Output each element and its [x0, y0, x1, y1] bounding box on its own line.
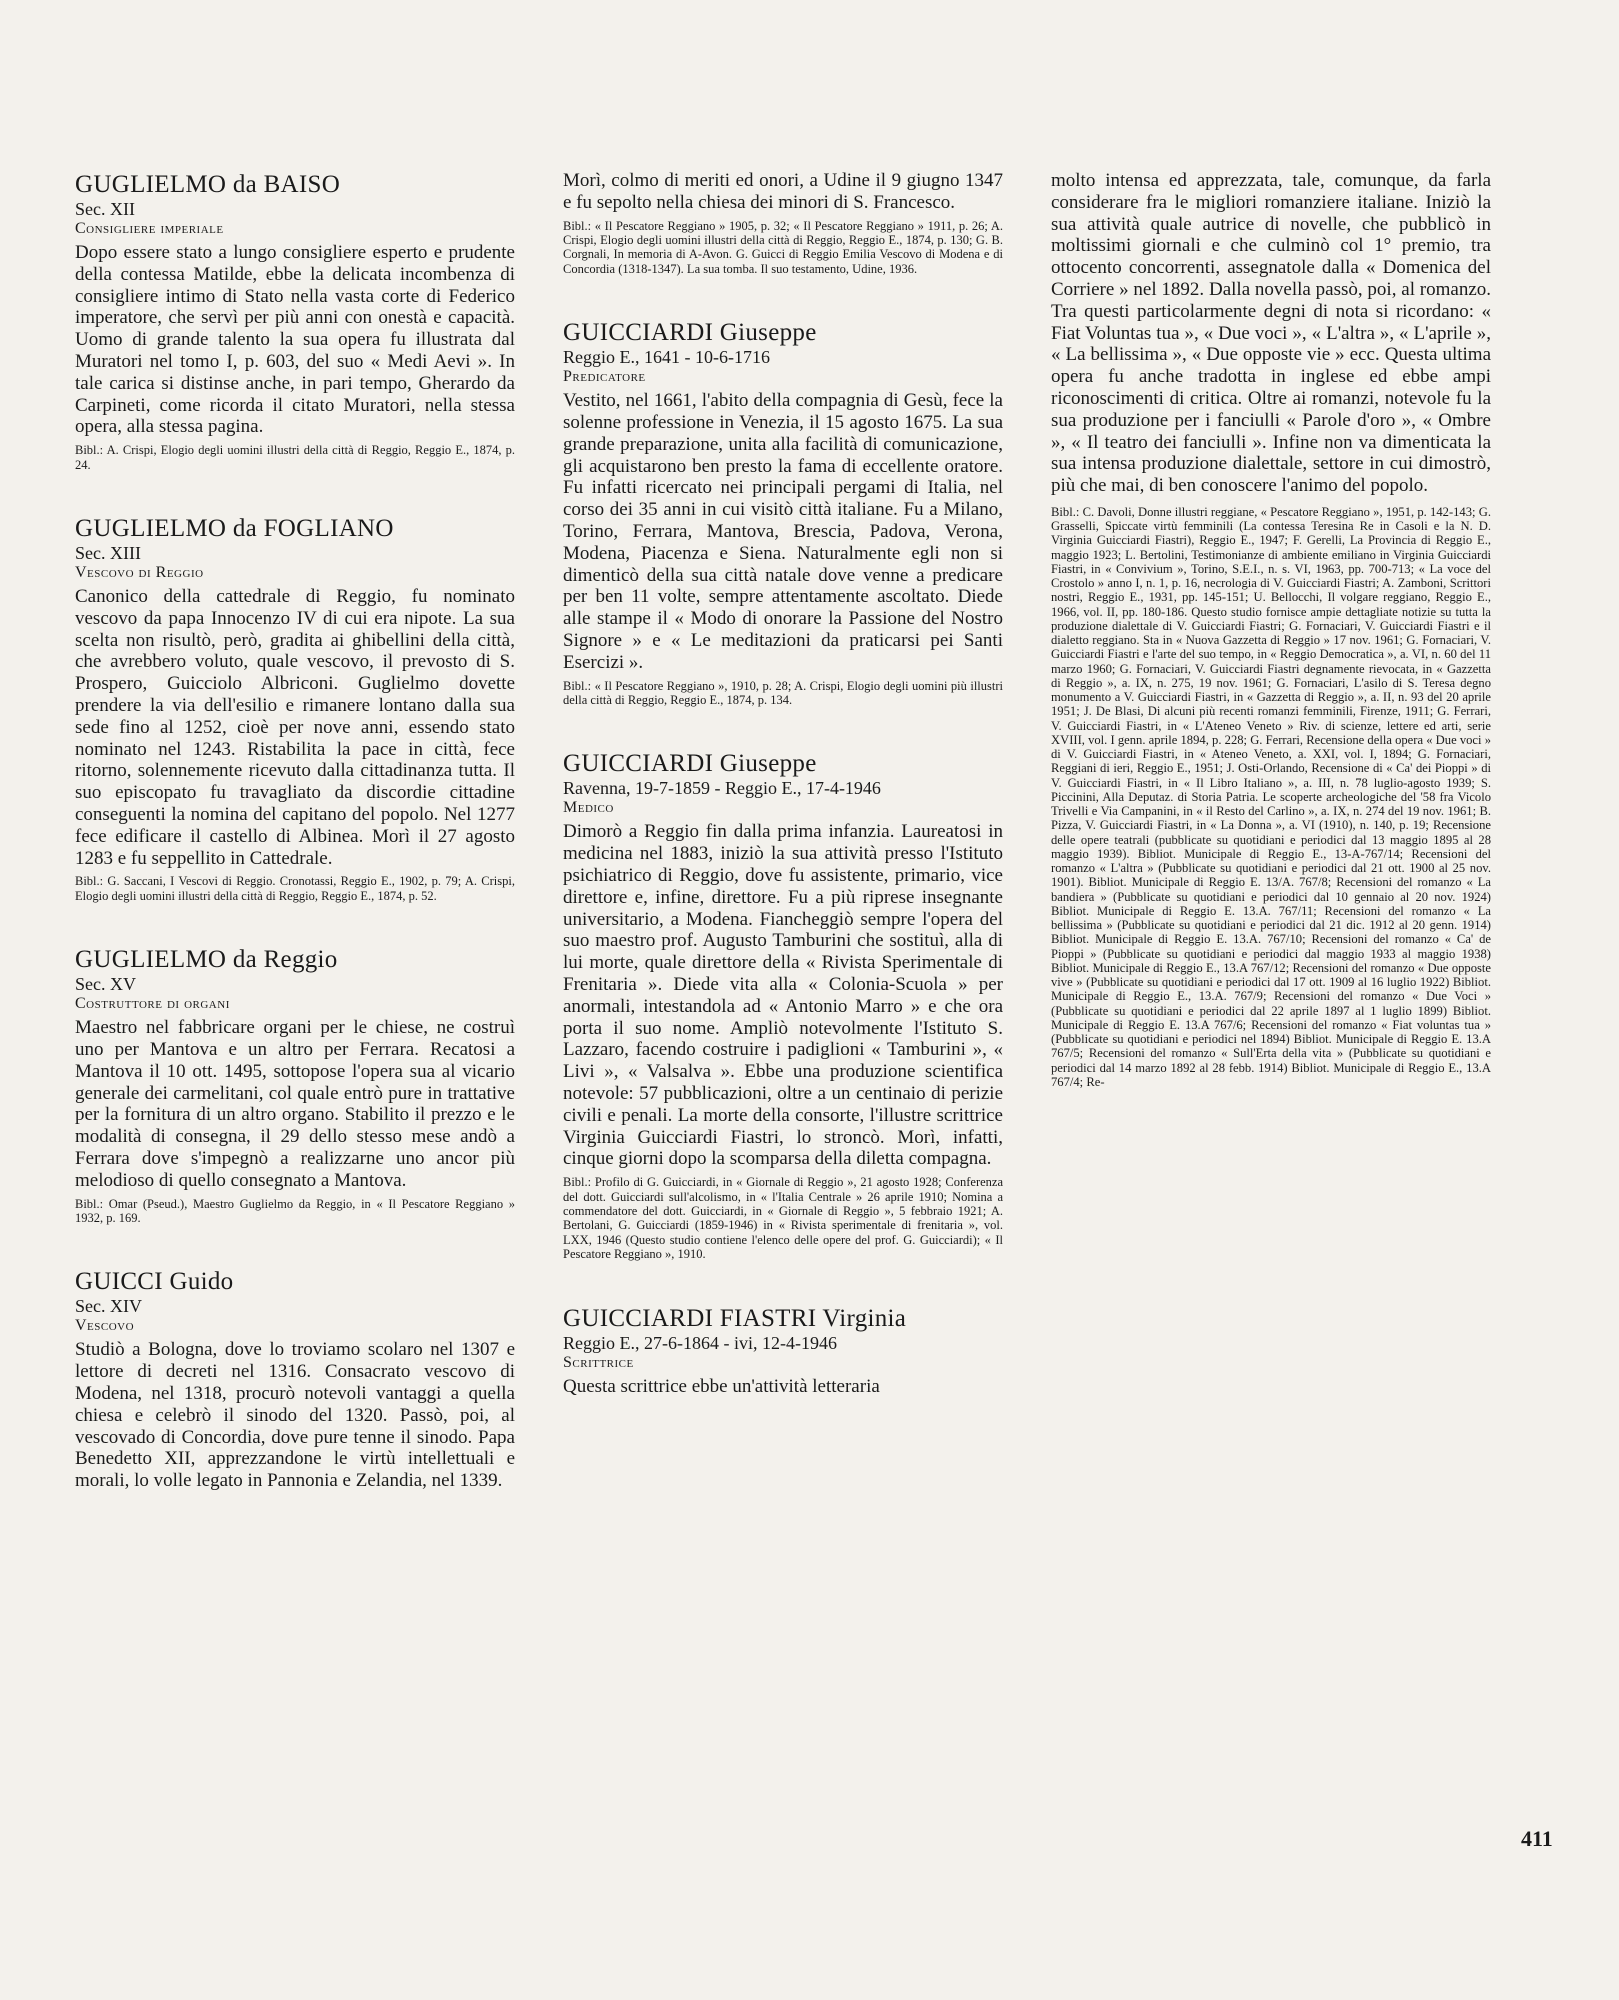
entry-dates: Reggio E., 27-6-1864 - ivi, 12-4-1946: [563, 1332, 837, 1353]
entry-text: Vestito, nel 1661, l'abito della compagnia di Gesù, fece la solenne professione in Venezia, il 15 agosto 1675. La sua grande preparazione, unita alla facilità di comunicazione, gli acquistarono ben presto la fama di eccellente oratore. Fu infatti ricercato nei principali pergami di Italia, nel corso dei 35 anni in cui visitò città italiane. Fu a Milano, Torino, Ferrara, Mantova, Brescia, Padova, Verona, Modena, Piacenza e Siena. Naturalmente egli non si dimenticò della sua città natale dove venne a predicare per ben 11 volte, sempre attentamente ascoltato. Diede alle stampe il « Modo di onorare la Passione del Nostro Signore » e « Le meditazioni da praticarsi pei Santi Esercizi ».: [563, 390, 1003, 673]
entry-role: Costruttore di organi: [75, 995, 230, 1013]
entry-guicciardi-fiastri-continued: [1051, 170, 1491, 1089]
entry-role: Scrittrice: [563, 1353, 634, 1371]
entry-dates: Ravenna, 19-7-1859 - Reggio E., 17-4-1946: [563, 778, 881, 799]
entry-title: GUGLIELMO da FOGLIANO: [75, 514, 394, 542]
entry-guicci-guido-continued: [563, 170, 1003, 276]
entry-text: Dimorò a Reggio fin dalla prima infanzia. Laureatosi in medicina nel 1883, iniziò la sua attività presso l'Istituto psichiatrico di Reggio, dove fu assistente, primario, vice direttore e, infine, direttore. Fu a più riprese insegnante universitario, a Modena. Fiancheggiò sempre l'opera del suo maestro prof. Augusto Tamburini che sostituì, alla di lui morte, quale direttore della « Rivista Sperimentale di Frenitaria ». Diede vita alla « Colonia-Scuola » per anormali, intestandola ad « Antonio Marro » e che ora porta il suo nome. Ampliò notevolmente l'Istituto S. Lazzaro, facendo costruire i padiglioni « Tamburini », « Livi », « Valsalva ». Ebbe una produzione scientifica notevole: 57 pubblicazioni, oltre a un centinaio di perizie civili e penali. La morte della consorte, l'illustre scrittrice Virginia Guicciardi Fiastri, lo stroncò. Morì, infatti, cinque giorni dopo la scomparsa della diletta compagna.: [563, 821, 1003, 1170]
column-2: [563, 170, 1003, 1439]
entry-role: Vescovo di Reggio: [75, 563, 204, 581]
entry-bibliography: Bibl.: « Il Pescatore Reggiano » 1905, p. 32; « Il Pescatore Reggiano » 1911, p. 26; A. Crispi, Elogio degli uomini illustri della città di Reggio, Reggio E., 1874, p. 130; G. B. Corgnali, In memoria di A-Avon. G. Guicci di Reggio Emilia Vescovo di Modena e di Concordia (1318-1347). La sua tomba. Il suo testamento, Udine, 1936.: [563, 218, 1003, 276]
entry-guglielmo-da-reggio: [75, 945, 515, 1225]
entry-guglielmo-da-baiso: [75, 170, 515, 472]
page-number: 411: [1521, 1826, 1553, 1851]
entry-title: GUICCIARDI Giuseppe: [563, 750, 817, 778]
entry-dates: Sec. XIV: [75, 1296, 142, 1317]
entry-bibliography: Bibl.: C. Davoli, Donne illustri reggiane, « Pescatore Reggiano », 1951, p. 142-143; G. Grasselli, Spiccate virtù femminili (La contessa Teresina Re in Casoli e la N. D. Virginia Guicciardi Fiastri), Reggio E., 1947; F. Gerelli, La Provincia di Reggio E., maggio 1923; L. Bertolini, Testimonianze di ambiente emiliano in Virginia Guicciardi Fiastri, in « Convivium », Torino, S.E.I., n. s. VI, 1963, pp. 700-713; « La voce del Crostolo » anno I, n. 1, p. 16, necrologia di V. Guicciardi Fiastri; A. Zamboni, Scrittori nostri, Reggio E., 1931, pp. 145-151; U. Bellocchi, Il volgare reggiano, Reggio E., 1966, vol. II, pp. 180-186. Questo studio fornisce ampie dettagliate notizie su tutta la produzione dialettale di V. Guicciardi Fiastri; G. Fornaciari, V. Guicciardi Fiastri e il dialetto reggiano. Sta in « Nuova Gazzetta di Reggio » 17 nov. 1961; G. Fornaciari, V. Guicciardi Fiastri e l'arte del suo tempo, in « Reggio Democratica », a. VI, n. 60 del 11 marzo 1960; G. Fornaciari, V. Guicciardi Fiastri degnamente rievocata, in « Gazzetta di Reggio », a. IX, n. 275, 19 nov. 1961; G. Fornaciari, L'asilo di S. Teresa degno monumento a V. Guicciardi Fiastri, in « Gazzetta di Reggio », a. II, n. 93 del 20 aprile 1951; J. De Blasi, Di alcuni più recenti romanzi femminili, Firenze, 1911; G. Ferrari, V. Guicciardi Fiastri, in « L'Ateneo Veneto » Riv. di scienze, lettere ed arti, serie XVIII, vol. I genn. aprile 1894, p. 228; G. Ferrari, Recensione della opera « Due voci » di V. Guicciardi Fiastri, in « Ateneo Veneto, a. XXI, vol. I, 1894; G. Fornaciari, Reggiani di ieri, Reggio E., 1951; J. Osti-Orlando, Recensione di « Ca' dei Pioppi » di V. Guicciardi Fiastri, in « Il Libro Italiano », a. III, n. 78 luglio-agosto 1939; S. Piccinini, Alla Deputaz. di Storia Patria. Le scoperte archeologiche del '58 fra Vicolo Trivelli e Via Campanini, in « il Resto del Carlino », a. IX, n. 274 del 19 nov. 1961; B. Pizza, V. Guicciardi Fiastri, in « La Donna », a. VI (1910), n. 140, p. 19; Recensione delle opere teatrali (pubblicate su quotidiani e periodici dal 13 maggio 1895 al 28 maggio 1939). Bibliot. Municipale di Reggio E., 13-A-767/14; Recensioni del romanzo « L'altra » (Pubblicate su quotidiani e periodici dal 21 ott. 1900 al 25 nov. 1901). Bibliot. Municipale di Reggio E. 13/A. 767/8; Recensioni del romanzo « La bandiera » (Pubblicate su quotidiani e periodici dal 10 gennaio al 20 nov. 1924) Bibliot. Municipale di Reggio E. 13.A. 767/11; Recensioni del romanzo « La bellissima » (Pubblicate su quotidiani e periodici dal 21 dic. 1912 al 20 genn. 1914) Bibliot. Municipale di Reggio E. 13.A. 767/10; Recensioni del romanzo « Ca' de Pioppi » (Pubblicate su quotidiani e periodici dal maggio 1933 al maggio 1938) Bibliot. Municipale di Reggio E., 13.A 767/12; Recensioni del romanzo « Due opposte vive » (Pubblicate su quotidiani e periodici dal 17 ott. 1909 al 16 luglio 1922) Bibliot. Municipale di Reggio E., 13.A. 767/9; Recensioni del romanzo « Due Voci » (Pubblicate su quotidiani e periodici dal 22 aprile 1897 al 1 luglio 1899) Bibliot. Municipale di Reggio E. 13.A 767/6; Recensioni del romanzo « Fiat voluntas tua » (Pubblicate su quotidiani e periodici nel 1894) Bibliot. Municipale di Reggio E. 13.A 767/5; Recensioni del romanzo « Sull'Erta della vita » (Pubblicate su quotidiani e periodici dal 14 marzo 1892 al 28 febb. 1914) Bibliot. Municipale di Reggio E., 13.A 767/4; Re-: [1051, 504, 1491, 1089]
entry-title: GUICCIARDI FIASTRI Virginia: [563, 1304, 907, 1332]
entry-bibliography: Bibl.: G. Saccani, I Vescovi di Reggio. Cronotassi, Reggio E., 1902, p. 79; A. Crispi, Elogio degli uomini illustri della città di Reggio, Reggio E., 1874, p. 52.: [75, 874, 515, 903]
entry-role: Vescovo: [75, 1317, 135, 1335]
entry-guglielmo-da-fogliano: [75, 514, 515, 903]
entry-text: Dopo essere stato a lungo consigliere esperto e prudente della contessa Matilde, ebbe la delicata incombenza di consigliere intimo di Stato nella vasta corte di Federico imperatore, che servì per più anni con onestà e capacità. Uomo di grande talento la sua opera fu illustrata dal Muratori nel tomo I, p. 603, del suo « Medi Aevi ». In tale carica si distinse anche, in pari tempo, Gherardo da Carpineti, come ricorda il citato Muratori, nella stessa opera, alla stessa pagina.: [75, 242, 515, 438]
column-3: [1051, 170, 1491, 1131]
entry-guicciardi-giuseppe-medico: [563, 749, 1003, 1261]
entry-role: Medico: [563, 799, 614, 817]
entry-title: GUGLIELMO da BAISO: [75, 171, 341, 198]
entry-text-continued: molto intensa ed apprezzata, tale, comunque, da farla considerare fra le migliori romanziere italiane. Iniziò la sua attività quale autrice di novelle, che pubblicò in moltissimi giornali e che culminò col 1° premio, tra ottocento concorrenti, assegnatole dalla « Domenica del Corriere » nel 1892. Dalla novella passò, poi, al romanzo. Tra questi particolarmente degni di nota si ricordano: « Fiat Voluntas tua », « Due voci », « L'altra », « L'aprile », « La bellissima », « Due opposte vie » ecc. Questa ultima opera fu anche tradotta in inglese ed ebbe ampi riconoscimenti di critica. Oltre ai romanzi, notevole fu la sua produzione per i fanciulli « Parole d'oro », « Ombre », « Il teatro dei fanciulli ». Infine non va dimenticata la sua intensa produzione dialettale, settore in cui dimostrò, più che mai, di ben conoscere l'animo del popolo.: [1051, 170, 1491, 497]
entry-bibliography: Bibl.: Profilo di G. Guicciardi, in « Giornale di Reggio », 21 agosto 1928; Conferenza del dott. Guicciardi sull'alcolismo, in « l'Italia Centrale » 26 aprile 1910; Nomina a commendatore del dott. Guicciardi, in « Giornale di Reggio », 5 febbraio 1921; A. Bertolani, G. Guicciardi (1859-1946) in « Rivista sperimentale di frenitaria », vol. LXX, 1946 (Questo studio contiene l'elenco delle opere del prof. G. Guicciardi); « Il Pescatore Reggiano », 1910.: [563, 1175, 1003, 1262]
entry-guicci-guido: [75, 1267, 515, 1492]
entry-title: GUICCIARDI Giuseppe: [563, 319, 817, 347]
entry-role: Predicatore: [563, 368, 646, 386]
entry-dates: Sec. XIII: [75, 542, 141, 563]
entry-text: Questa scrittrice ebbe un'attività letteraria: [563, 1375, 880, 1397]
entry-text: Maestro nel fabbricare organi per le chiese, ne costruì uno per Mantova e un altro per Ferrara. Recatosi a Mantova il 10 ott. 1495, sottopose l'opera sua al vicario generale dei carmelitani, col quale entrò pure in trattative per la fornitura di un altro organo. Stabilito il prezzo e le modalità di consegna, il 29 dello stesso mese andò a Ferrara dove s'impegnò a realizzarne uno ancor più melodioso di quello consegnato a Mantova.: [75, 1017, 515, 1191]
entry-dates: Sec. XII: [75, 199, 135, 219]
entry-guicciardi-giuseppe-predicatore: [563, 318, 1003, 707]
entry-guicciardi-fiastri-virginia: [563, 1304, 1003, 1398]
entry-title: GUICCI Guido: [75, 1268, 234, 1296]
entry-text-continued: Morì, colmo di meriti ed onori, a Udine il 9 giugno 1347 e fu sepolto nella chiesa dei minori di S. Francesco.: [563, 170, 1003, 213]
entry-text: Studiò a Bologna, dove lo troviamo scolaro nel 1307 e lettore di decreti nel 1316. Consacrato vescovo di Modena, nel 1318, procurò notevoli vantaggi a quella chiesa e celebrò il sinodo del 1320. Passò, poi, al vescovado di Concordia, dove pure tenne il sinodo. Papa Benedetto XII, apprezzandone le virtù intellettuali e morali, lo volle legato in Pannonia e Zelandia, nel 1339.: [75, 1339, 515, 1492]
column-1: [75, 170, 515, 1534]
entry-dates: Reggio E., 1641 - 10-6-1716: [563, 347, 770, 368]
entry-title: GUGLIELMO da Reggio: [75, 946, 338, 974]
entry-bibliography: Bibl.: « Il Pescatore Reggiano », 1910, p. 28; A. Crispi, Elogio degli uomini più illustri della città di Reggio, Reggio E., 1874, p. 134.: [563, 678, 1003, 707]
entry-bibliography: Bibl.: A. Crispi, Elogio degli uomini illustri della città di Reggio, Reggio E., 1874, p. 24.: [75, 443, 515, 472]
entry-dates: Sec. XV: [75, 974, 136, 995]
entry-role: Consigliere imperiale: [75, 220, 224, 237]
entry-bibliography: Bibl.: Omar (Pseud.), Maestro Guglielmo da Reggio, in « Il Pescatore Reggiano » 1932, p. 169.: [75, 1196, 515, 1225]
entry-text: Canonico della cattedrale di Reggio, fu nominato vescovo da papa Innocenzo IV di cui era nipote. La sua scelta non risultò, però, gradita ai ghibellini della città, che avrebbero voluto, quale vescovo, il prevosto di S. Prospero, Guicciolo Albriconi. Guglielmo dovette prendere la via dell'esilio e rimanere lontano dalla sua sede fino al 1252, cioè per nove anni, essendo stato nominato nel 1243. Ristabilita la pace in città, fece ritorno, solennemente ricevuto dalla cittadinanza tutta. Il suo episcopato fu travagliato da discordie cittadine conseguenti la nomina del capitano del popolo. Nel 1277 fece edificare il castello di Albinea. Morì il 27 agosto 1283 e fu seppellito in Cattedrale.: [75, 585, 515, 869]
